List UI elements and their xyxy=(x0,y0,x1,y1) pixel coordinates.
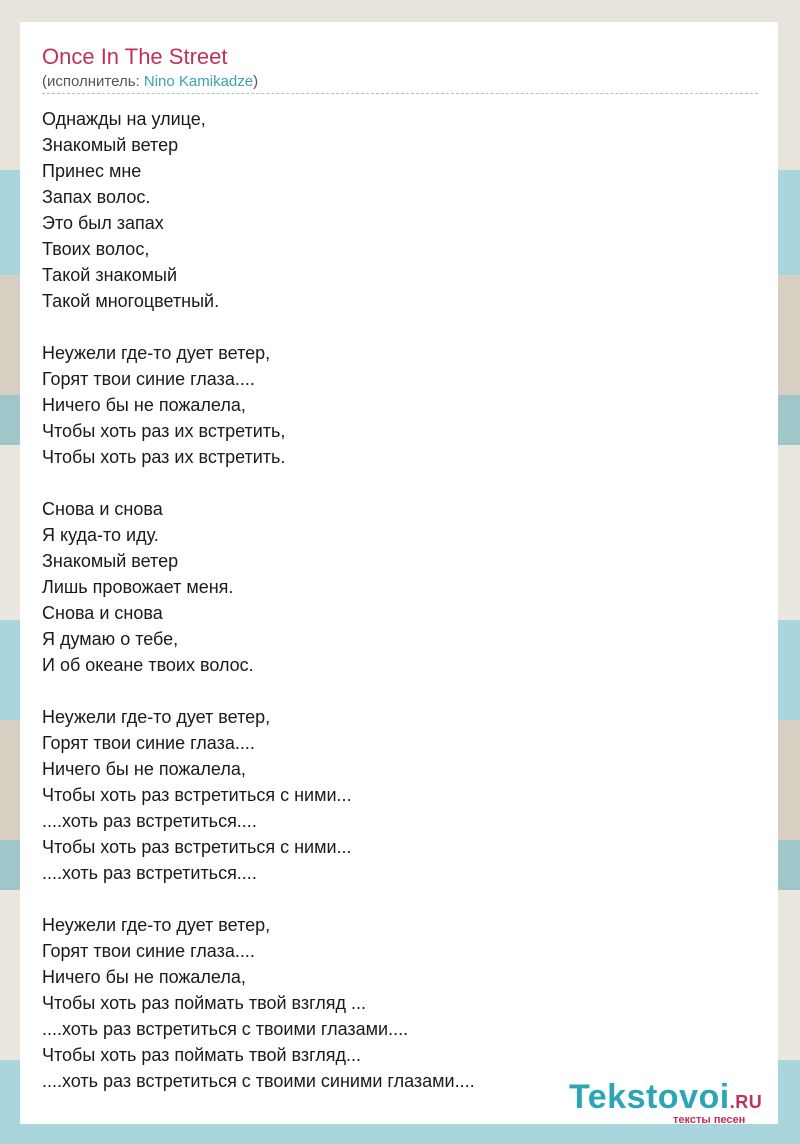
title-divider xyxy=(42,93,758,94)
artist-prefix: (исполнитель: xyxy=(42,73,144,90)
lyrics-stanza xyxy=(42,340,742,470)
lyrics-line: Чтобы хоть раз встретиться с ними... xyxy=(42,837,352,857)
lyrics-line: ....хоть раз встретиться с твоими глазами.... xyxy=(42,1019,409,1039)
lyrics-line: Неужели где-то дует ветер, xyxy=(42,915,271,935)
lyrics-line: ....хоть раз встретиться.... xyxy=(42,811,257,831)
artist-suffix: ) xyxy=(253,73,259,90)
lyrics-line: Снова и снова xyxy=(42,603,163,623)
logo-domain-suffix: .RU xyxy=(729,1092,763,1112)
lyrics-line: Горят твои синие глаза.... xyxy=(42,733,255,753)
lyrics-line: Я куда-то иду. xyxy=(42,525,159,545)
lyrics-line: Снова и снова xyxy=(42,499,163,519)
lyrics-line: Принес мне xyxy=(42,161,142,181)
lyrics-stanza xyxy=(42,912,742,1094)
lyrics-stanza xyxy=(42,496,742,678)
lyrics-stanza xyxy=(42,704,742,886)
lyrics-line: Чтобы хоть раз их встретить, xyxy=(42,421,286,441)
lyrics-line: ....хоть раз встретиться с твоими синими глазами.... xyxy=(42,1071,475,1091)
lyrics-line: Ничего бы не пожалела, xyxy=(42,395,246,415)
logo-main-text: Tekstovoi xyxy=(569,1078,730,1116)
lyrics-body xyxy=(42,106,742,1120)
lyrics-line: Чтобы хоть раз встретиться с ними... xyxy=(42,785,352,805)
lyrics-line: Это был запах xyxy=(42,213,164,233)
lyrics-line: Я думаю о тебе, xyxy=(42,629,179,649)
lyrics-stanza xyxy=(42,106,742,314)
song-title: Once In The Street xyxy=(42,44,228,69)
lyrics-line: ....хоть раз встретиться.... xyxy=(42,863,257,883)
lyrics-line: Неужели где-то дует ветер, xyxy=(42,707,271,727)
artist-link[interactable]: Nino Kamikadze xyxy=(143,73,254,90)
lyrics-line: Твоих волос, xyxy=(42,239,150,259)
artist-line xyxy=(42,73,258,90)
lyrics-line: Неужели где-то дует ветер, xyxy=(42,343,271,363)
lyrics-line: Ничего бы не пожалела, xyxy=(42,967,246,987)
lyrics-line: Запах волос. xyxy=(42,187,151,207)
lyrics-line: Знакомый ветер xyxy=(42,135,179,155)
lyrics-line: Чтобы хоть раз их встретить. xyxy=(42,447,286,467)
lyrics-line: Чтобы хоть раз поймать твой взгляд... xyxy=(42,1045,362,1065)
lyrics-line: Знакомый ветер xyxy=(42,551,179,571)
logo-tagline: тексты песен xyxy=(673,1114,746,1126)
lyrics-line: Однажды на улице, xyxy=(42,109,206,129)
lyrics-line: Горят твои синие глаза.... xyxy=(42,369,255,389)
lyrics-line: Такой знакомый xyxy=(42,265,177,285)
lyrics-line: Чтобы хоть раз поймать твой взгляд ... xyxy=(42,993,367,1013)
lyrics-line: Такой многоцветный. xyxy=(42,291,220,311)
lyrics-line: Лишь провожает меня. xyxy=(42,577,234,597)
lyrics-line: И об океане твоих волос. xyxy=(42,655,254,675)
lyrics-line: Ничего бы не пожалела, xyxy=(42,759,246,779)
logo-wordmark xyxy=(569,1078,779,1117)
lyrics-sheet xyxy=(20,22,778,1124)
lyrics-line: Горят твои синие глаза.... xyxy=(42,941,255,961)
site-logo[interactable] xyxy=(569,1078,779,1126)
